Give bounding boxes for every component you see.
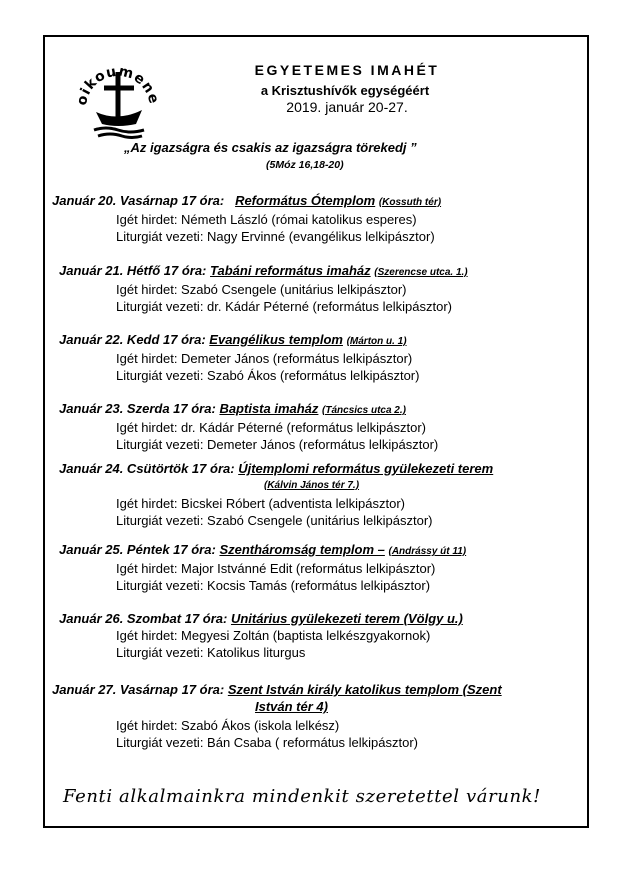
date-range: 2019. január 20-27. <box>286 99 408 115</box>
event-date: Január 22. Kedd 17 óra: <box>59 332 206 347</box>
event-preacher: Igét hirdet: Szabó Csengele (unitárius lelkipásztor) <box>116 282 407 297</box>
event-preacher: Igét hirdet: Bicskei Róbert (adventista lelkipásztor) <box>116 496 406 511</box>
event-address: (Márton u. 1) <box>346 336 407 347</box>
event-8 <box>52 681 502 751</box>
event-liturgy: Liturgiát vezeti: dr. Kádár Péterné (református lelkipásztor) <box>116 299 452 314</box>
event-place: Szentháromság templom – <box>219 542 385 557</box>
event-address: (Andrássy út 11) <box>388 546 467 557</box>
event-liturgy: Liturgiát vezeti: Nagy Ervinné (evangélikus lelkipásztor) <box>116 229 435 244</box>
event-liturgy: Liturgiát vezeti: Kocsis Tamás (református lelkipásztor) <box>116 578 431 593</box>
event-preacher: Igét hirdet: Németh László (római katolikus esperes) <box>116 212 417 227</box>
event-1 <box>52 192 441 245</box>
event-5 <box>59 460 493 529</box>
event-preacher: Igét hirdet: Major Istvánné Edit (református lelkipásztor) <box>116 561 436 576</box>
event-address: (Kossuth tér) <box>378 197 442 208</box>
event-place-continued: István tér 4) <box>255 699 328 714</box>
event-address: (Kálvin János tér 7.) <box>264 480 360 491</box>
event-place: Szent István király katolikus templom (Szent <box>227 682 502 697</box>
event-place: Baptista imaház <box>219 401 319 416</box>
event-date: Január 23. Szerda 17 óra: <box>59 401 216 416</box>
event-address: (Táncsics utca 2.) <box>322 405 406 416</box>
event-date: Január 20. Vasárnap 17 óra: <box>52 193 225 208</box>
footer-invitation: Fenti alkalmainkra mindenkit szeretettel várunk! <box>63 786 542 807</box>
event-preacher: Igét hirdet: dr. Kádár Péterné (református lelkipásztor) <box>116 420 426 435</box>
subtitle: a Krisztushívők egységéért <box>260 83 430 98</box>
event-preacher: Igét hirdet: Demeter János (református lelkipásztor) <box>116 351 413 366</box>
event-liturgy: Liturgiát vezeti: Demeter János (református lelkipásztor) <box>116 437 439 452</box>
event-place: Unitárius gyülekezeti terem (Völgy u.) <box>230 611 463 626</box>
svg-text:oikoumene: oikoumene <box>73 63 162 107</box>
event-6 <box>59 541 466 594</box>
event-3 <box>59 331 419 384</box>
event-preacher: Igét hirdet: Megyesi Zoltán (baptista lelkészgyakornok) <box>116 628 431 643</box>
event-liturgy: Liturgiát vezeti: Szabó Csengele (unitárius lelkipásztor) <box>116 513 433 528</box>
motto-quote: „Az igazságra és csakis az igazságra törekedj ” <box>124 140 417 155</box>
event-liturgy: Liturgiát vezeti: Bán Csaba ( református lelkipásztor) <box>116 735 419 750</box>
event-date: Január 26. Szombat 17 óra: <box>59 611 228 626</box>
event-date: Január 25. Péntek 17 óra: <box>59 542 216 557</box>
event-place: Református Ótemplom <box>235 193 376 208</box>
event-date: Január 24. Csütörtök 17 óra: <box>59 461 235 476</box>
event-2 <box>59 262 468 315</box>
event-date: Január 27. Vasárnap 17 óra: <box>52 682 225 697</box>
event-place: Újtemplomi református gyülekezeti terem <box>238 461 494 476</box>
event-place: Tabáni református imaház <box>210 263 371 278</box>
event-address: (Szerencse utca. 1.) <box>374 267 468 278</box>
event-date: Január 21. Hétfő 17 óra: <box>59 263 207 278</box>
event-liturgy: Liturgiát vezeti: Szabó Ákos (református lelkipásztor) <box>116 368 420 383</box>
event-preacher: Igét hirdet: Szabó Ákos (iskola lelkész) <box>116 718 340 733</box>
event-liturgy: Liturgiát vezeti: Katolikus liturgus <box>116 645 306 660</box>
event-place: Evangélikus templom <box>209 332 343 347</box>
event-7 <box>59 610 463 661</box>
page-title: EGYETEMES IMAHÉT <box>254 62 440 78</box>
event-4 <box>59 400 438 453</box>
motto-reference: (5Móz 16,18-20) <box>266 159 344 171</box>
